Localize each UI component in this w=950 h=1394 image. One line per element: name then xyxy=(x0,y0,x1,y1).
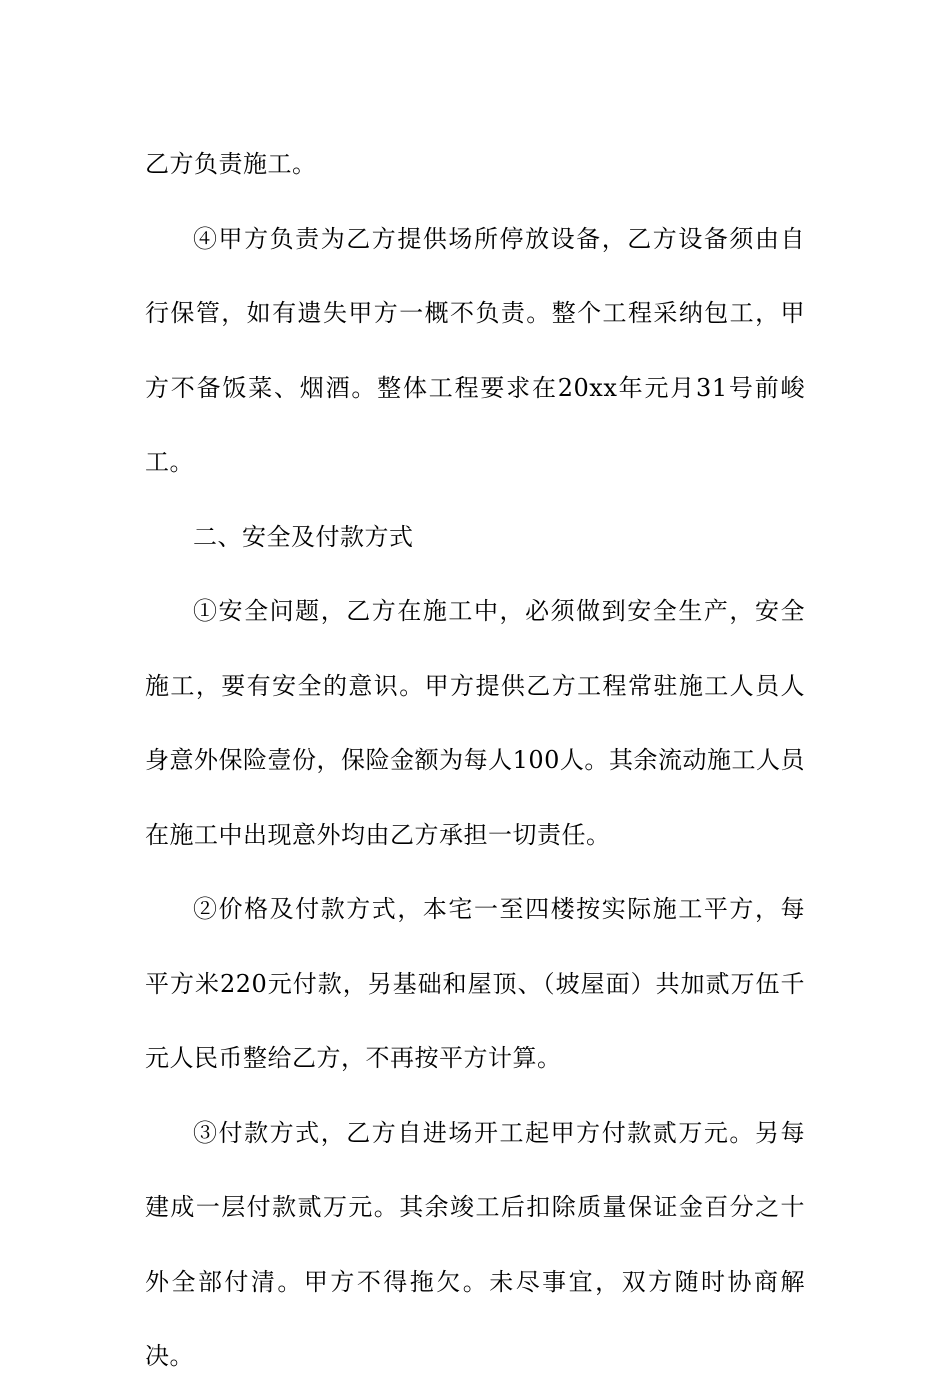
document-body xyxy=(145,127,805,1394)
section-heading-safety-payment: 二、安全及付款方式 xyxy=(193,522,414,551)
paragraph-price: ②价格及付款方式，本宅一至四楼按实际施工平方，每平方米220元付款，另基础和屋顶、（坡屋面）共加贰万伍千元人民币整给乙方，不再按平方计算。 xyxy=(145,895,805,1072)
paragraph-payment: ③付款方式，乙方自进场开工起甲方付款贰万元。另每建成一层付款贰万元。其余竣工后扣除质量保证金百分之十外全部付清。甲方不得拖欠。未尽事宜，双方随时协商解决。 xyxy=(145,1118,805,1370)
paragraph-continuation: 乙方负责施工。 xyxy=(145,150,317,178)
paragraph-item-4: ④甲方负责为乙方提供场所停放设备，乙方设备须由自行保管，如有遗失甲方一概不负责。整个工程采纳包工，甲方不备饭菜、烟酒。整体工程要求在20xx年元月31号前峻工。 xyxy=(145,224,805,476)
paragraph-safety: ①安全问题，乙方在施工中，必须做到安全生产，安全施工，要有安全的意识。甲方提供乙方工程常驻施工人员人身意外保险壹份，保险金额为每人100人。其余流动施工人员在施工中出现意外均由乙方承担一切责任。 xyxy=(145,597,805,849)
